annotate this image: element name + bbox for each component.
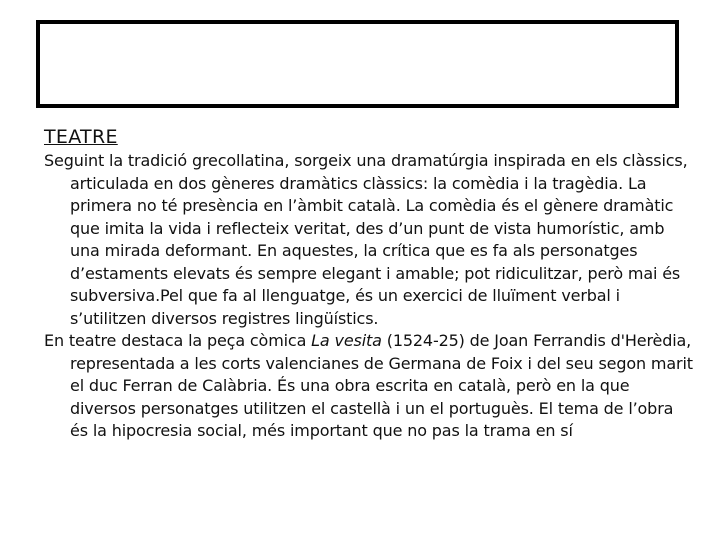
paragraph-la-vesita-rest: (1524-25) de Joan Ferrandis d'Herèdia, representada a les corts valencianes de Germana de Foix i del seu segon marit el duc Ferran de Calàbria. És una obra escrita en català, però en la que diversos personatges utilitzen el castellà i un el portuguès. El tema de l’obra és la hipocresia social, més important que no pas la trama en sí [70,331,693,440]
paragraph-la-vesita-intro: En teatre destaca la peça còmica [44,331,312,350]
slide-content [44,124,694,443]
paragraph-comedy [44,150,694,330]
work-title: La vesita [311,331,382,350]
paragraph-comedy-text: Seguint la tradició grecollatina, sorgeix una dramatúrgia inspirada en els clàssics, articulada en dos gèneres dramàtics clàssics: la comèdia i la tragèdia. La primera no té presència en l’àmbit català. La comèdia és el gènere dramàtic que imita la vida i reflecteix veritat, des d’un punt de vista humorístic, amb una mirada deformant. En aquestes, la crítica que es fa als personatges d’estaments elevats és sempre elegant i amable; pot ridiculitzar, però mai és subversiva.Pel que fa al llenguatge, és un exercici de lluïment verbal i s’utilitzen diversos registres lingüístics. [44,151,688,328]
title-box [36,20,679,108]
section-heading: TEATRE [44,126,118,148]
paragraph-la-vesita [44,330,694,443]
